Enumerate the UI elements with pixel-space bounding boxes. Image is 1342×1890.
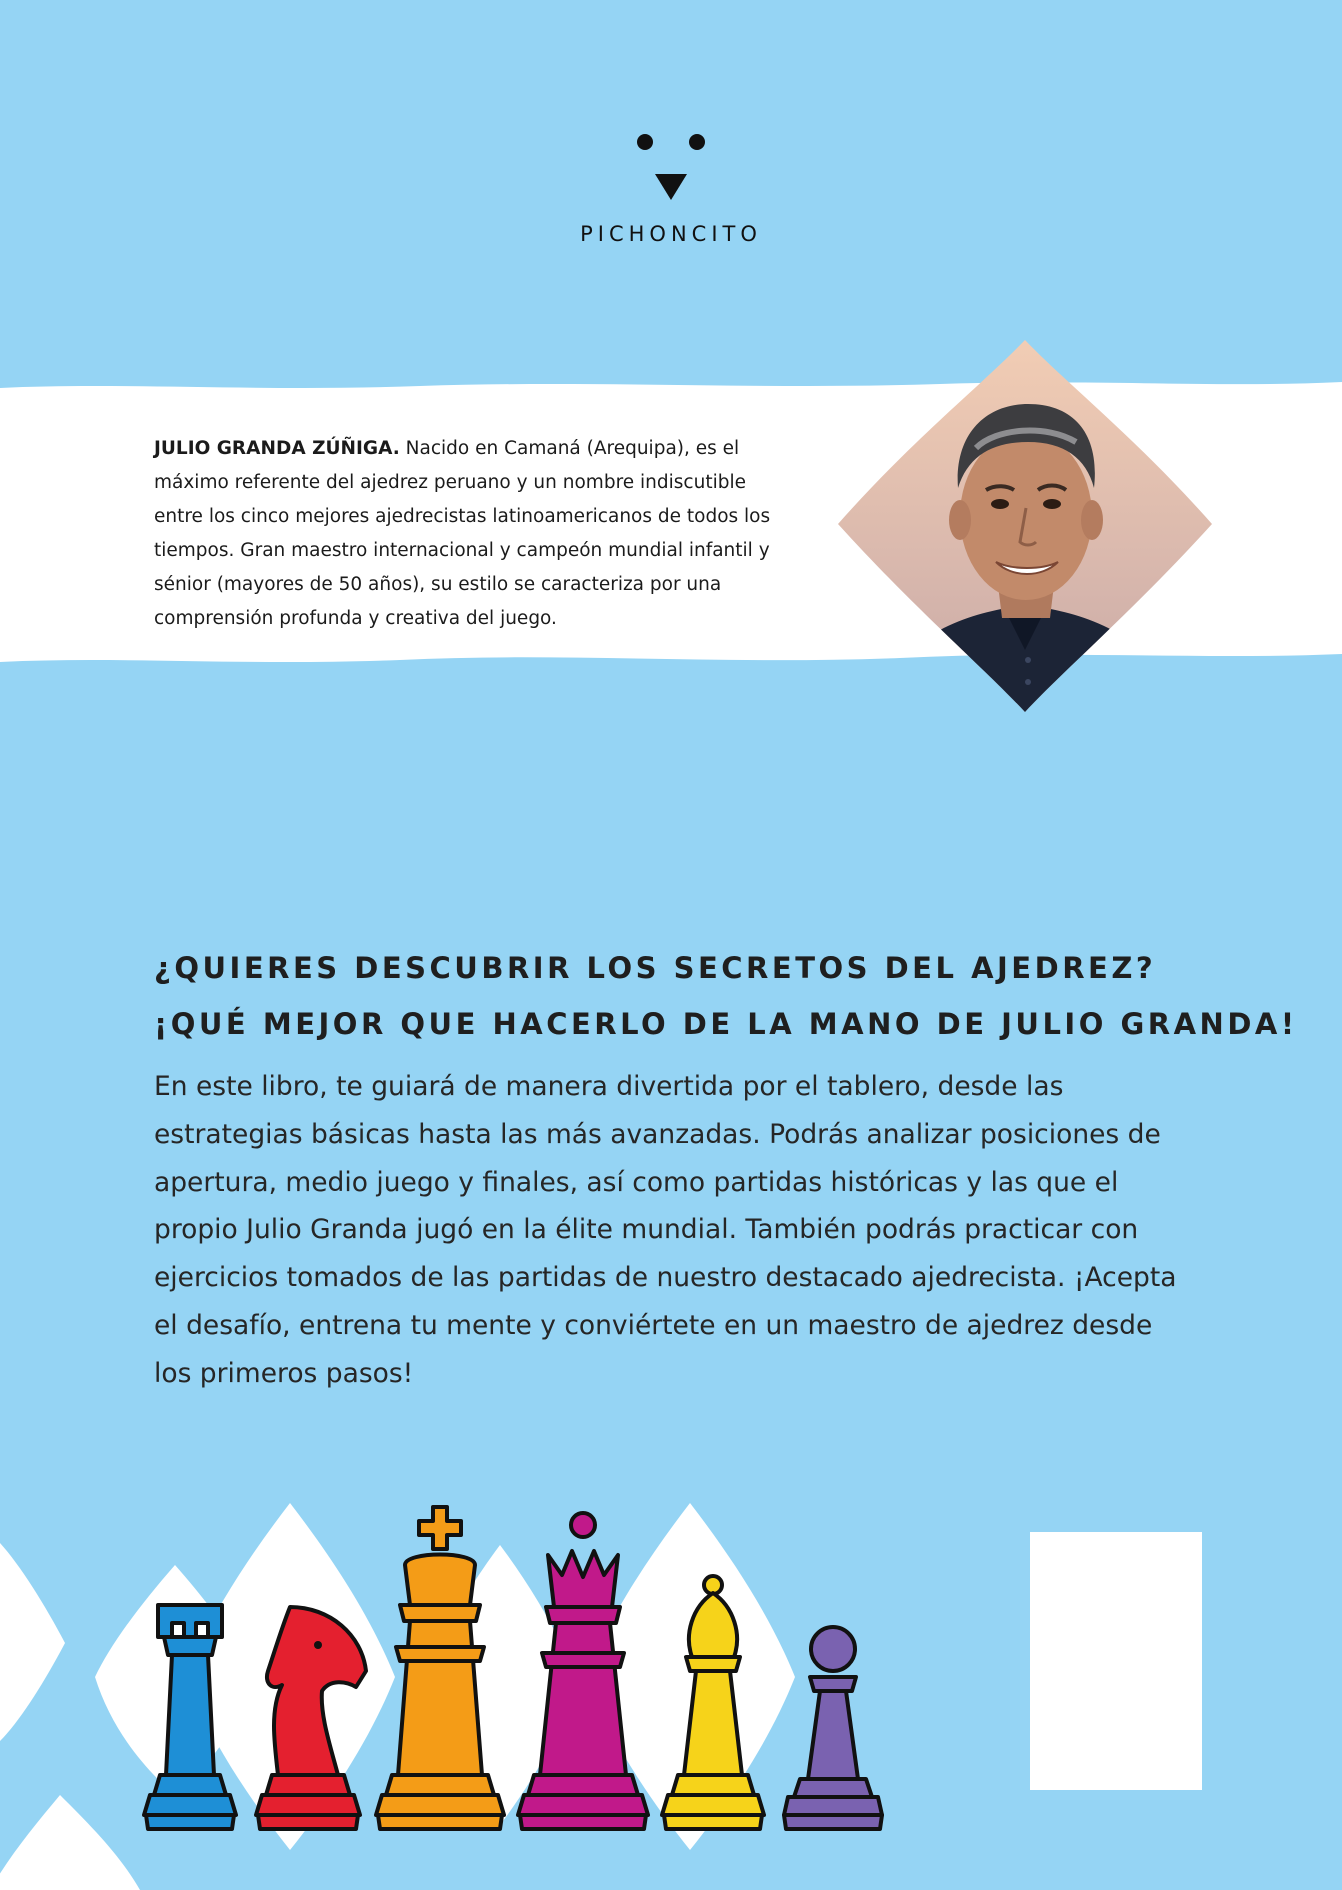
headline [154, 940, 1298, 1052]
author-bio-text: Nacido en Camaná (Arequipa), es el máximo referente del ajedrez peruano y un nombre indiscutible entre los cinco mejores ajedrecistas latinoamericanos de todos los tiempos. Gran maestro internacional y campeón mundial infantil y sénior (mayores de 50 años), su estilo se caracteriza por una comprensión profunda y creativa del juego. [154, 438, 771, 629]
logo-eye-left [637, 134, 653, 150]
publisher-logo [0, 128, 1342, 246]
barcode-placeholder [1030, 1532, 1202, 1790]
headline-line-1: ¿QUIERES DESCUBRIR LOS SECRETOS DEL AJEDREZ? [154, 951, 1157, 985]
bird-face-icon [621, 128, 721, 208]
chess-pieces-illustration [0, 1495, 1000, 1890]
pawn-icon [784, 1627, 882, 1829]
headline-line-2: ¡QUÉ MEJOR QUE HACERLO DE LA MANO DE JULIO GRANDA! [154, 1007, 1298, 1041]
publisher-name: PICHONCITO [580, 222, 762, 246]
author-photo [836, 338, 1214, 714]
logo-beak [655, 174, 687, 200]
book-description: En este libro, te guiará de manera divertida por el tablero, desde las estrategias básicas hasta las más avanzadas. Podrás analizar posiciones de apertura, medio juego y finales, así como partidas históricas y las que el propio Julio Granda jugó en la élite mundial. También podrás practicar con ejercicios tomados de las partidas de nuestro destacado ajedrecista. ¡Acepta el desafío, entrena tu mente y conviértete en un maestro de ajedrez desde los primeros pasos! [154, 1071, 1177, 1389]
author-name: JULIO GRANDA ZÚÑIGA. [154, 438, 400, 459]
author-bio [154, 432, 774, 636]
logo-eye-right [689, 134, 705, 150]
